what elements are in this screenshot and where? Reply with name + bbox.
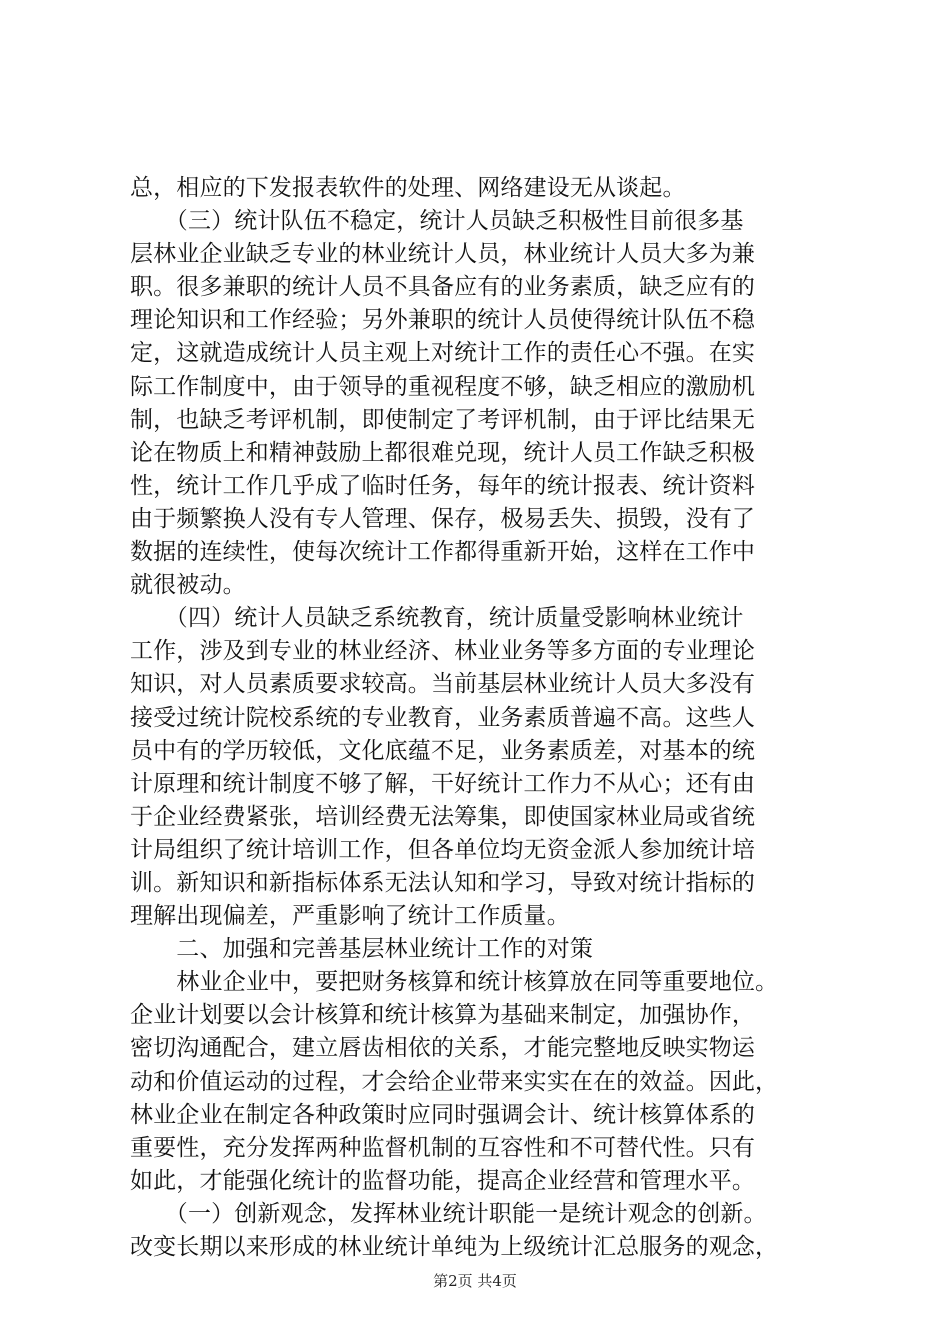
text-line: 总，相应的下发报表软件的处理、网络建设无从谈起。 <box>130 175 686 201</box>
text-line: 际工作制度中，由于领导的重视程度不够，缺乏相应的激励机 <box>130 373 756 400</box>
text-line: 计原理和统计制度不够了解，干好统计工作力不从心；还有由 <box>130 770 756 797</box>
section-heading: 二、加强和完善基层林业统计工作的对策 <box>130 936 593 963</box>
text-line: 数据的连续性，使每次统计工作都得重新开始，这样在工作中 <box>130 539 756 566</box>
page-number-footer: 第2页 共4页 <box>433 1272 517 1290</box>
text-line: 性，统计工作几乎成了临时任务，每年的统计报表、统计资料 <box>130 472 756 499</box>
text-line: 由于频繁换人没有专人管理、保存，极易丢失、损毁，没有了 <box>130 505 756 532</box>
text-line: （四）统计人员缺乏系统教育，统计质量受影响林业统计 <box>130 605 744 632</box>
text-line: 林业企业在制定各种政策时应同时强调会计、统计核算体系的 <box>130 1101 756 1128</box>
text-line: 制，也缺乏考评机制，即使制定了考评机制，由于评比结果无 <box>130 406 756 433</box>
text-line: 于企业经费紧张，培训经费无法筹集，即使国家林业局或省统 <box>130 803 756 830</box>
text-line: 林业企业中，要把财务核算和统计核算放在同等重要地位。 <box>130 969 779 996</box>
text-line: 理论知识和工作经验；另外兼职的统计人员使得统计队伍不稳 <box>130 307 756 334</box>
text-line: 论在物质上和精神鼓励上都很难兑现，统计人员工作缺乏积极 <box>130 439 756 466</box>
text-line: 计局组织了统计培训工作，但各单位均无资金派人参加统计培 <box>130 836 756 863</box>
text-line: 接受过统计院校系统的专业教育，业务素质普遍不高。这些人 <box>130 704 756 731</box>
text-line: （一）创新观念，发挥林业统计职能一是统计观念的创新。 <box>130 1200 767 1227</box>
text-line: 职。很多兼职的统计人员不具备应有的业务素质，缺乏应有的 <box>130 274 756 301</box>
text-line: 就很被动。 <box>130 572 246 599</box>
text-line: 企业计划要以会计核算和统计核算为基础来制定，加强协作， <box>130 1002 756 1029</box>
text-line: 层林业企业缺乏专业的林业统计人员，林业统计人员大多为兼 <box>130 241 756 268</box>
text-line: 重要性，充分发挥两种监督机制的互容性和不可替代性。只有 <box>130 1134 756 1161</box>
document-body <box>130 172 830 1264</box>
text-line: 工作，涉及到专业的林业经济、林业业务等多方面的专业理论 <box>130 638 756 665</box>
text-line: 如此，才能强化统计的监督功能，提高企业经营和管理水平。 <box>130 1167 756 1194</box>
text-line: 理解出现偏差，严重影响了统计工作质量。 <box>130 903 570 930</box>
text-line: 训。新知识和新指标体系无法认知和学习，导致对统计指标的 <box>130 869 756 896</box>
text-line: （三）统计队伍不稳定，统计人员缺乏积极性目前很多基 <box>130 208 744 235</box>
text-line: 员中有的学历较低，文化底蕴不足，业务素质差，对基本的统 <box>130 737 756 764</box>
text-line: 定，这就造成统计人员主观上对统计工作的责任心不强。在实 <box>130 340 756 367</box>
text-line: 密切沟通配合，建立唇齿相依的关系，才能完整地反映实物运 <box>130 1035 756 1062</box>
text-line: 动和价值运动的过程，才会给企业带来实实在在的效益。因此， <box>130 1068 779 1095</box>
text-line: 改变长期以来形成的林业统计单纯为上级统计汇总服务的观念， <box>130 1234 779 1260</box>
text-line: 知识，对人员素质要求较高。当前基层林业统计人员大多没有 <box>130 671 756 698</box>
